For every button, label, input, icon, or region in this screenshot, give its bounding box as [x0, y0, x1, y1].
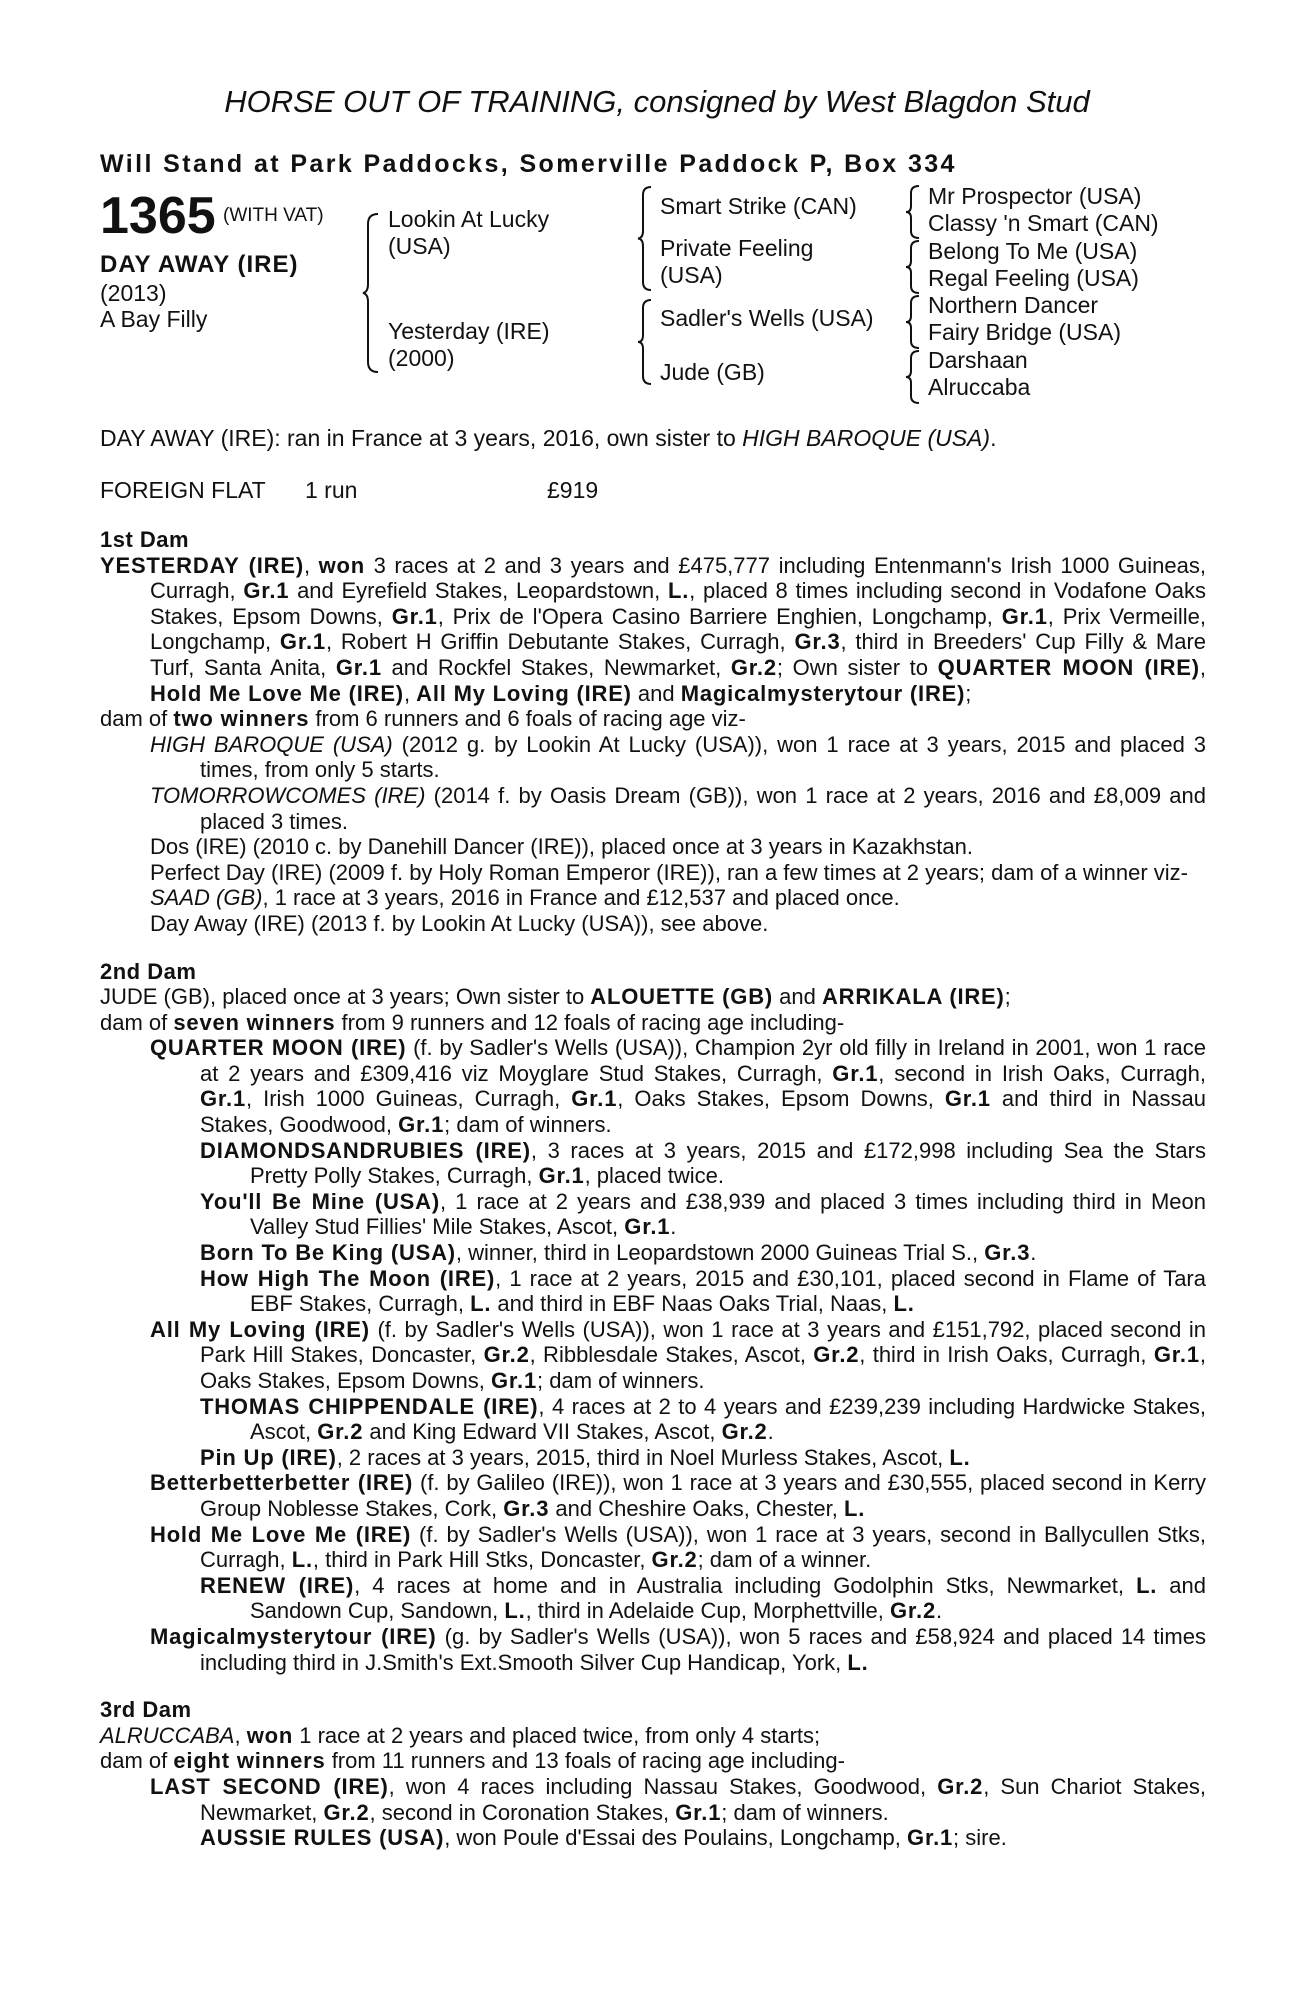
foreign-flat-label: FOREIGN FLAT [100, 477, 266, 503]
pedigree-g6: Fairy Bridge (USA) [928, 319, 1121, 345]
horse-name: DAY AWAY (IRE) [100, 251, 299, 278]
pedigree-g3: Belong To Me (USA) [928, 238, 1138, 264]
first-dam-produce-summary: dam of two winners from 6 runners and 6 foals of racing age viz- [100, 706, 746, 732]
produce-quarter-moon: QUARTER MOON (IRE) (f. by Sadler's Wells (USA)), Champion 2yr old filly in Ireland in 2001, won 1 race at 2 years and £309,416 viz Moyglare Stud Stakes, Curragh, Gr.1, second in Irish Oaks, Curragh, Gr.1, Irish 1000 Guineas, Curragh, Gr.1, Oaks Stakes, Epsom Downs, Gr.1 and third in Nassau Stakes, Goodwood, Gr.1; dam of winners. [150, 1035, 1207, 1138]
produce-saad: SAAD (GB), 1 race at 3 years, 2016 in France and £12,537 and placed once. [150, 885, 900, 911]
produce-betterbetterbetter: Betterbetterbetter (IRE) (f. by Galileo (IRE)), won 1 race at 3 years and £30,555, placed second in Kerry Group Noblesse Stakes, Cork, Gr.3 and Cheshire Oaks, Chester, L. [150, 1470, 1206, 1521]
dam-line-brace [637, 298, 653, 386]
produce-pin-up: Pin Up (IRE), 2 races at 3 years, 2015, third in Noel Murless Stakes, Ascot, L. [200, 1444, 971, 1470]
produce-perfect-day: Perfect Day (IRE) (2009 f. by Holy Roman Emperor (IRE)), ran a few times at 2 years; dam of a winner viz- [150, 859, 1189, 885]
produce-day-away: Day Away (IRE) (2013 f. by Lookin At Lucky (USA)), see above. [150, 910, 769, 936]
sire-line-brace [637, 185, 653, 292]
foreign-flat-runs: 1 run [305, 477, 358, 503]
race-summary: DAY AWAY (IRE): ran in France at 3 years, 2016, own sister to HIGH BAROQUE (USA). [100, 425, 997, 451]
third-dam-record: ALRUCCABA, won 1 race at 2 years and placed twice, from only 4 starts; [100, 1722, 821, 1748]
g2-brace [905, 239, 921, 295]
first-dam-heading: 1st Dam [100, 527, 190, 552]
dam-details [100, 527, 1206, 1851]
pedigree-g2: Classy 'n Smart (CAN) [928, 210, 1159, 236]
stand-location: Will Stand at Park Paddocks, Somerville Paddock P, Box 334 [100, 150, 957, 178]
third-dam-heading: 3rd Dam [100, 1697, 192, 1723]
pedigree-g1: Mr Prospector (USA) [928, 183, 1142, 209]
first-dam-record: YESTERDAY (IRE), won 3 races at 2 and 3 years and £475,777 including Entenmann's Irish 1000 Guineas, Curragh, Gr.1 and Eyrefield Stakes, Leopardstown, L., placed 8 times including second in Vodafone Oaks Stakes, Epsom Downs, Gr.1, Prix de l'Opera Casino Barriere Enghien, Longchamp, Gr.1, Prix Vermeille, Longchamp, Gr.1, Robert H Griffin Debutante Stakes, Curragh, Gr.3, third in Breeders' Cup Filly & Mare Turf, Santa Anita, Gr.1 and Rockfel Stakes, Newmarket, Gr.2; Own sister to QUARTER MOON (IRE), Hold Me Love Me (IRE), All My Loving (IRE) and Magicalmysterytour (IRE); [100, 552, 1207, 706]
sire-dam-brace [362, 212, 380, 374]
pedigree-g8: Alruccaba [928, 374, 1031, 400]
page-title: HORSE OUT OF TRAINING, consigned by West Blagdon Stud [224, 84, 1090, 119]
produce-youll-be-mine: You'll Be Mine (USA), 1 race at 2 years and £38,939 and placed 3 times including third in Meon Valley Stud Fillies' Mile Stakes, Ascot, Gr.1. [200, 1188, 1206, 1240]
pedigree-dam-dam: Jude (GB) [660, 359, 765, 385]
produce-how-high-the-moon: How High The Moon (IRE), 1 race at 2 years, 2015 and £30,101, placed second in Flame of Tara EBF Stakes, Curragh, L. and third in EBF Naas Oaks Trial, Naas, L. [200, 1265, 1206, 1317]
g3-brace [905, 294, 921, 350]
pedigree-sire: Lookin At Lucky (USA) [388, 206, 550, 259]
lot-number: 1365 [100, 187, 216, 245]
produce-born-to-be-king: Born To Be King (USA), winner, third in Leopardstown 2000 Guineas Trial S., Gr.3. [200, 1240, 1037, 1266]
produce-aussie-rules: AUSSIE RULES (USA), won Poule d'Essai des Poulains, Longchamp, Gr.1; sire. [200, 1825, 1007, 1851]
foreign-flat-amount: £919 [547, 477, 599, 503]
produce-hold-me-love-me: Hold Me Love Me (IRE) (f. by Sadler's Wells (USA)), won 1 race at 3 years, second in Ballycullen Stks, Curragh, L., third in Park Hill Stks, Doncaster, Gr.2; dam of a winner. [150, 1521, 1206, 1573]
produce-thomas-chippendale: THOMAS CHIPPENDALE (IRE), 4 races at 2 to 4 years and £239,239 including Hardwicke Stakes, Ascot, Gr.2 and King Edward VII Stakes, Ascot, Gr.2. [200, 1393, 1207, 1445]
pedigree-sire-dam: Private Feeling (USA) [660, 235, 814, 288]
produce-dos: Dos (IRE) (2010 c. by Danehill Dancer (IRE)), placed once at 3 years in Kazakhstan. [150, 834, 973, 860]
vat-note: (WITH VAT) [223, 205, 324, 226]
produce-high-baroque: HIGH BAROQUE (USA) (2012 g. by Lookin At Lucky (USA)), won 1 race at 3 years, 2015 and placed 3 times, from only 5 starts. [150, 731, 1206, 783]
produce-magicalmysterytour: Magicalmysterytour (IRE) (g. by Sadler's Wells (USA)), won 5 races and £58,924 and placed 14 times including third in J.Smith's Ext.Smooth Silver Cup Handicap, York, L. [150, 1623, 1206, 1675]
produce-renew: RENEW (IRE), 4 races at home and in Australia including Godolphin Stks, Newmarket, L. and Sandown Cup, Sandown, L., third in Adelaide Cup, Morphettville, Gr.2. [200, 1572, 1206, 1624]
second-dam-heading: 2nd Dam [100, 958, 197, 984]
pedigree-g4: Regal Feeling (USA) [928, 265, 1139, 291]
pedigree-dam: Yesterday (IRE) (2000) [388, 318, 550, 371]
produce-diamondsandrubies: DIAMONDSANDRUBIES (IRE), 3 races at 3 years, 2015 and £172,998 including Sea the Stars Pretty Polly Stakes, Curragh, Gr.1, placed twice. [200, 1137, 1206, 1189]
pedigree-sire-sire: Smart Strike (CAN) [660, 193, 857, 219]
produce-last-second: LAST SECOND (IRE), won 4 races including Nassau Stakes, Goodwood, Gr.2, Sun Chariot Stakes, Newmarket, Gr.2, second in Coronation Stakes, Gr.1; dam of winners. [150, 1773, 1207, 1825]
g4-brace [905, 349, 921, 405]
g1-brace [905, 184, 921, 240]
produce-all-my-loving: All My Loving (IRE) (f. by Sadler's Wells (USA)), won 1 race at 3 years and £151,792, placed second in Park Hill Stakes, Doncaster, Gr.2, Ribblesdale Stakes, Ascot, Gr.2, third in Irish Oaks, Curragh, Gr.1, Oaks Stakes, Epsom Downs, Gr.1; dam of winners. [150, 1316, 1207, 1393]
produce-tomorrowcomes: TOMORROWCOMES (IRE) (2014 f. by Oasis Dream (GB)), won 1 race at 2 years, 2016 and £8,009 and placed 3 times. [150, 782, 1206, 834]
pedigree-dam-sire: Sadler's Wells (USA) [660, 305, 874, 331]
second-dam-record: JUDE (GB), placed once at 3 years; Own sister to ALOUETTE (GB) and ARRIKALA (IRE); [100, 984, 1011, 1010]
horse-year: (2013) [100, 280, 167, 306]
horse-description: A Bay Filly [100, 306, 208, 332]
second-dam-produce-summary: dam of seven winners from 9 runners and 12 foals of racing age including- [100, 1009, 845, 1035]
third-dam-produce-summary: dam of eight winners from 11 runners and 13 foals of racing age including- [100, 1748, 845, 1774]
pedigree-g5: Northern Dancer [928, 292, 1099, 318]
pedigree-g7: Darshaan [928, 347, 1028, 373]
